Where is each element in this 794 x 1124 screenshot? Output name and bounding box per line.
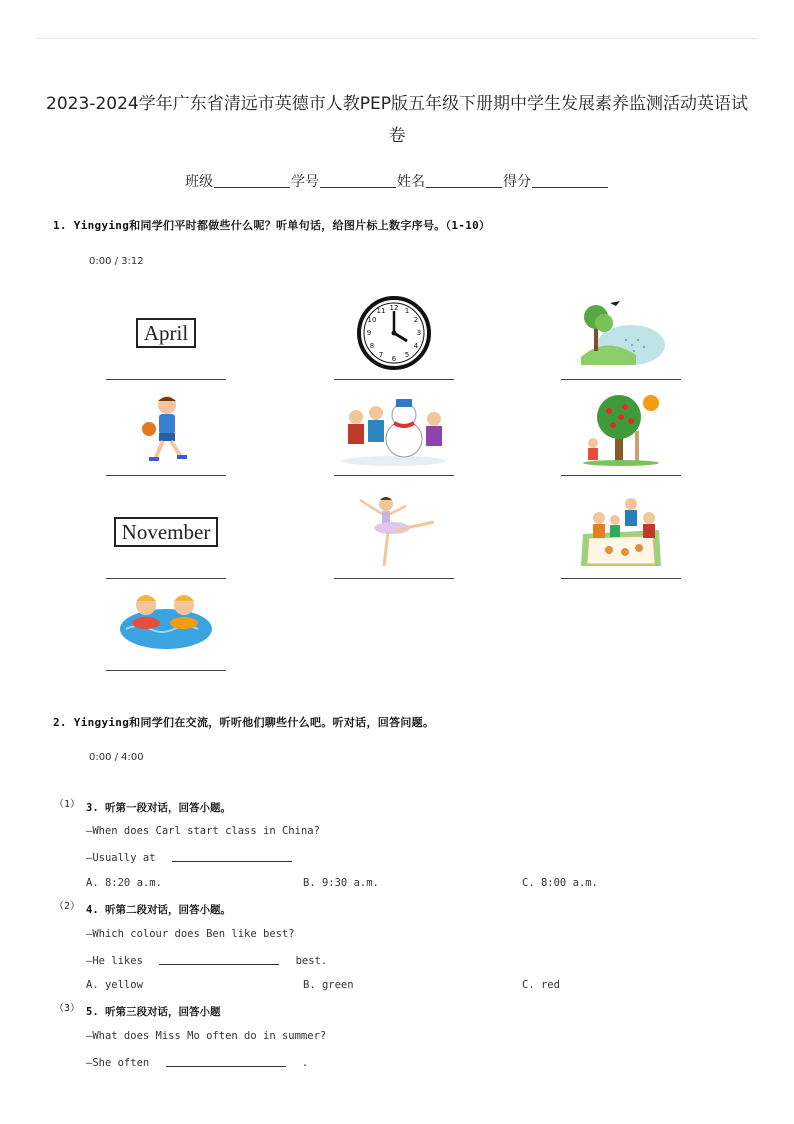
answer-line[interactable] xyxy=(106,670,226,671)
svg-text:3: 3 xyxy=(416,329,422,337)
svg-text:7: 7 xyxy=(378,351,384,359)
sub2-answer-row xyxy=(86,954,327,967)
sub3-question: —What does Miss Mo often do in summer? xyxy=(86,1030,327,1042)
november-word-card: November xyxy=(114,517,219,547)
title-line-2: 卷 xyxy=(388,126,406,146)
sub2-title: 4. 听第二段对话，回答小题。 xyxy=(86,904,231,916)
sub3-answer-prefix: —She often xyxy=(86,1057,150,1069)
q1-cell-november xyxy=(106,492,226,579)
svg-text:12: 12 xyxy=(389,304,399,312)
q1-audio-player[interactable]: 0:00 / 3:12 xyxy=(89,256,144,267)
q1-cell-clock xyxy=(334,293,454,380)
spring-scene-icon xyxy=(576,295,666,371)
sub2-option-a[interactable]: A. yellow xyxy=(86,979,143,991)
svg-text:8: 8 xyxy=(369,342,375,350)
svg-text:6: 6 xyxy=(391,355,397,363)
sub1-question: —When does Carl start class in China? xyxy=(86,825,320,837)
sub2-answer-blank[interactable] xyxy=(159,954,279,965)
sub1-option-c[interactable]: C. 8:00 a.m. xyxy=(522,877,598,889)
page-title xyxy=(40,88,754,152)
ballet-dancer-icon xyxy=(346,492,442,572)
student-info-row xyxy=(0,171,794,191)
name-label: 姓名 xyxy=(397,174,425,190)
snowman-kids-icon xyxy=(338,391,450,467)
answer-line[interactable] xyxy=(106,379,226,380)
picnic-family-icon xyxy=(579,494,663,570)
q1-cell-swimming xyxy=(106,584,226,671)
svg-text:10: 10 xyxy=(367,316,377,324)
answer-line[interactable] xyxy=(106,578,226,579)
q1-cell-basketball xyxy=(106,389,226,476)
number-blank[interactable] xyxy=(320,173,396,188)
svg-text:11: 11 xyxy=(376,307,386,315)
answer-line[interactable] xyxy=(561,379,681,380)
q2-heading: 2. Yingying和同学们在交流，听听他们聊些什么吧。听对话，回答问题。 xyxy=(53,716,435,729)
q1-heading: 1. Yingying和同学们平时都做些什么呢？听单句话，给图片标上数字序号。（1-10） xyxy=(53,219,491,232)
sub1-answer-blank[interactable] xyxy=(172,851,292,862)
q1-cell-ballet xyxy=(334,492,454,579)
basketball-boy-icon xyxy=(131,391,201,467)
sub2-option-c[interactable]: C. red xyxy=(522,979,560,991)
q2-audio-player[interactable]: 0:00 / 4:00 xyxy=(89,752,144,763)
sub3-answer-blank[interactable] xyxy=(166,1056,286,1067)
answer-line[interactable] xyxy=(334,475,454,476)
sub1-number: （1） xyxy=(54,799,81,810)
number-label: 学号 xyxy=(291,174,319,190)
svg-text:4: 4 xyxy=(413,342,419,350)
q1-cell-april xyxy=(106,293,226,380)
q1-cell-snowman xyxy=(334,389,454,476)
sub1-answer-row xyxy=(86,851,292,864)
score-label: 得分 xyxy=(503,174,531,190)
q1-cell-spring xyxy=(561,293,681,380)
sub3-title: 5. 听第三段对话，回答小题 xyxy=(86,1006,221,1018)
svg-text:1: 1 xyxy=(404,307,410,315)
class-label: 班级 xyxy=(185,174,213,190)
answer-line[interactable] xyxy=(561,578,681,579)
answer-line[interactable] xyxy=(561,475,681,476)
svg-text:5: 5 xyxy=(404,351,410,359)
name-blank[interactable] xyxy=(426,173,502,188)
q1-cell-picnic xyxy=(561,492,681,579)
svg-text:2: 2 xyxy=(413,316,419,324)
sub3-answer-suffix: . xyxy=(301,1057,309,1069)
clock-icon xyxy=(355,295,433,371)
score-blank[interactable] xyxy=(532,173,608,188)
sub1-option-b[interactable]: B. 9:30 a.m. xyxy=(303,877,379,889)
april-word-card: April xyxy=(136,318,196,348)
sub1-title: 3. 听第一段对话，回答小题。 xyxy=(86,802,231,814)
sub3-answer-row xyxy=(86,1056,308,1069)
sub3-number: （3） xyxy=(54,1003,81,1014)
swimming-kids-icon xyxy=(118,585,214,653)
sub1-option-a[interactable]: A. 8:20 a.m. xyxy=(86,877,162,889)
answer-line[interactable] xyxy=(334,379,454,380)
svg-text:9: 9 xyxy=(366,329,372,337)
answer-line[interactable] xyxy=(106,475,226,476)
sub2-answer-suffix: best. xyxy=(295,955,328,967)
apple-tree-icon xyxy=(579,391,663,467)
answer-line[interactable] xyxy=(334,578,454,579)
sub1-answer-prefix: —Usually at xyxy=(86,852,156,864)
sub2-answer-prefix: —He likes xyxy=(86,955,143,967)
sub2-number: （2） xyxy=(54,901,81,912)
top-divider xyxy=(36,38,758,39)
class-blank[interactable] xyxy=(214,173,290,188)
sub2-question: —Which colour does Ben like best? xyxy=(86,928,295,940)
title-line-1: 2023-2024学年广东省清远市英德市人教PEP版五年级下册期中学生发展素养监测活动英语试 xyxy=(46,94,748,114)
q1-cell-apple-tree xyxy=(561,389,681,476)
sub2-option-b[interactable]: B. green xyxy=(303,979,354,991)
